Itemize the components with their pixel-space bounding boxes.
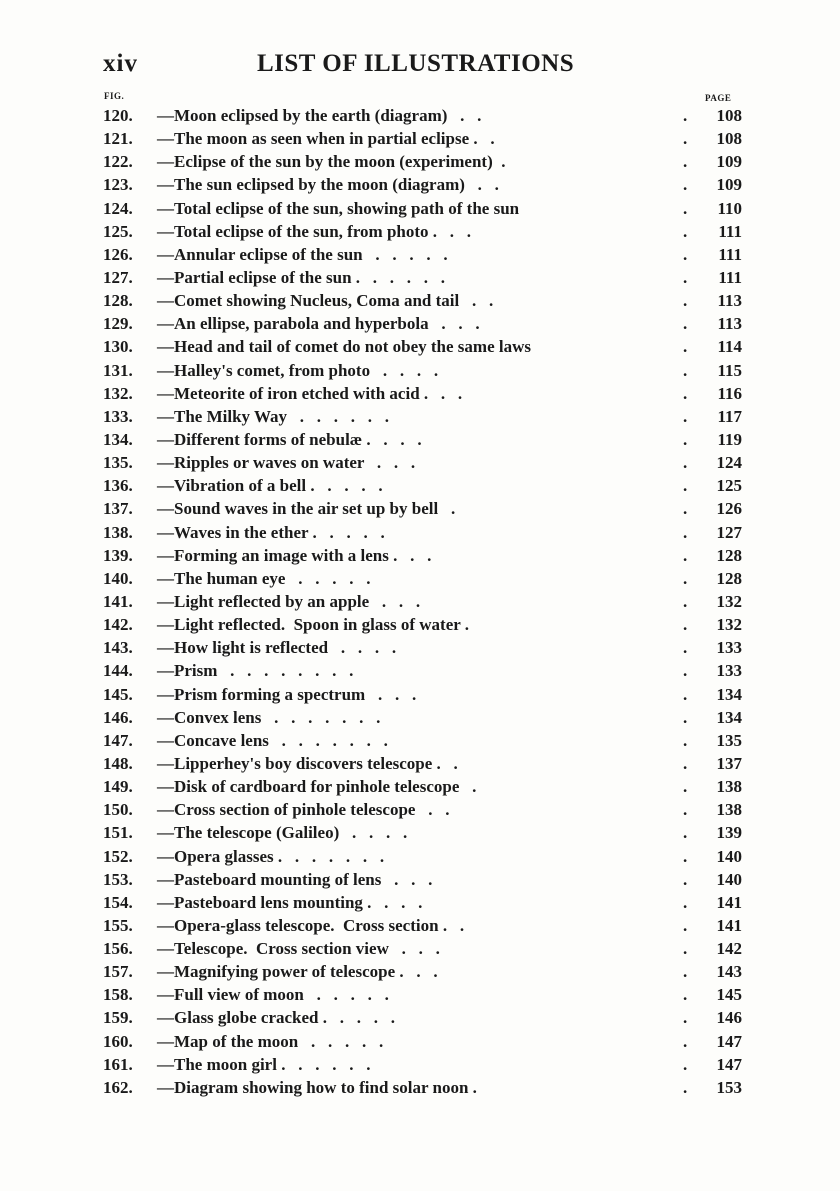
figure-caption: —Diagram showing how to find solar noon . bbox=[157, 1077, 477, 1097]
leader-dot: . bbox=[683, 707, 688, 727]
page-reference: 111 bbox=[718, 267, 742, 287]
figure-number: 146. bbox=[103, 707, 133, 727]
page-reference: 145 bbox=[716, 985, 742, 1005]
list-item bbox=[103, 845, 743, 868]
figure-caption: —The moon girl . . . . . . bbox=[157, 1054, 371, 1074]
page-title: LIST OF ILLUSTRATIONS bbox=[257, 50, 575, 77]
page-column-label: PAGE bbox=[705, 93, 732, 103]
leader-dot: . bbox=[683, 1054, 688, 1074]
leader-dot: . bbox=[683, 244, 688, 264]
page-reference: 109 bbox=[716, 175, 742, 195]
figure-caption: —Comet showing Nucleus, Coma and tail . . bbox=[157, 291, 494, 311]
figure-caption: —Forming an image with a lens . . . bbox=[157, 545, 432, 565]
leader-dot: . bbox=[683, 1008, 688, 1028]
figure-number: 141. bbox=[103, 591, 133, 611]
figure-caption: —Prism forming a spectrum . . . bbox=[157, 684, 417, 704]
page-reference: 146 bbox=[716, 1008, 742, 1028]
list-item bbox=[103, 775, 743, 798]
figure-number: 161. bbox=[103, 1054, 133, 1074]
page-reference: 113 bbox=[717, 314, 742, 334]
figure-number: 124. bbox=[103, 198, 133, 218]
list-item bbox=[103, 1076, 743, 1099]
figure-number: 160. bbox=[103, 1031, 133, 1051]
list-item bbox=[103, 868, 743, 891]
leader-dot: . bbox=[683, 406, 688, 426]
list-item bbox=[103, 613, 743, 636]
list-item bbox=[103, 359, 743, 382]
page-reference: 134 bbox=[716, 707, 742, 727]
leader-dot: . bbox=[683, 360, 688, 380]
figure-caption: —Annular eclipse of the sun . . . . . bbox=[157, 244, 448, 264]
figure-caption: —Disk of cardboard for pinhole telescope . bbox=[157, 777, 477, 797]
illustration-list bbox=[103, 104, 743, 1099]
figure-caption: —Eclipse of the sun by the moon (experiment) . bbox=[157, 152, 506, 172]
leader-dot: . bbox=[683, 337, 688, 357]
figure-number: 154. bbox=[103, 892, 133, 912]
list-item bbox=[103, 405, 743, 428]
list-item bbox=[103, 752, 743, 775]
list-item bbox=[103, 243, 743, 266]
page-reference: 113 bbox=[717, 291, 742, 311]
leader-dot: . bbox=[683, 730, 688, 750]
figure-number: 126. bbox=[103, 244, 133, 264]
leader-dot: . bbox=[683, 985, 688, 1005]
list-item bbox=[103, 220, 743, 243]
figure-number: 139. bbox=[103, 545, 133, 565]
figure-number: 135. bbox=[103, 453, 133, 473]
list-item bbox=[103, 197, 743, 220]
leader-dot: . bbox=[683, 1031, 688, 1051]
page-reference: 147 bbox=[716, 1054, 742, 1074]
leader-dot: . bbox=[683, 915, 688, 935]
list-item bbox=[103, 382, 743, 405]
page-reference: 126 bbox=[716, 499, 742, 519]
leader-dot: . bbox=[683, 198, 688, 218]
list-item bbox=[103, 729, 743, 752]
figure-caption: —Lipperhey's boy discovers telescope . . bbox=[157, 753, 458, 773]
page-reference: 138 bbox=[716, 800, 742, 820]
page-reference: 108 bbox=[716, 106, 742, 125]
list-item bbox=[103, 474, 743, 497]
page-reference: 114 bbox=[717, 337, 742, 357]
figure-number: 140. bbox=[103, 568, 133, 588]
page-reference: 128 bbox=[716, 545, 742, 565]
figure-number: 130. bbox=[103, 337, 133, 357]
leader-dot: . bbox=[683, 661, 688, 681]
figure-caption: —How light is reflected . . . . bbox=[157, 638, 397, 658]
figure-number: 129. bbox=[103, 314, 133, 334]
figure-number: 127. bbox=[103, 267, 133, 287]
figure-number: 122. bbox=[103, 152, 133, 172]
figure-caption: —Map of the moon . . . . . bbox=[157, 1031, 384, 1051]
page-reference: 111 bbox=[718, 244, 742, 264]
figure-caption: —Concave lens . . . . . . . bbox=[157, 730, 388, 750]
page-reference: 147 bbox=[716, 1031, 742, 1051]
figure-caption: —Ripples or waves on water . . . bbox=[157, 453, 416, 473]
figure-number: 162. bbox=[103, 1077, 133, 1097]
figure-caption: —Halley's comet, from photo . . . . bbox=[157, 360, 439, 380]
figure-caption: —The moon as seen when in partial eclipse . . bbox=[157, 129, 495, 149]
figure-caption: —The human eye . . . . . bbox=[157, 568, 371, 588]
figure-number: 132. bbox=[103, 383, 133, 403]
page-reference: 133 bbox=[716, 638, 742, 658]
leader-dot: . bbox=[683, 175, 688, 195]
figure-number: 125. bbox=[103, 221, 133, 241]
page-reference: 153 bbox=[716, 1077, 742, 1097]
figure-caption: —Opera-glass telescope. Cross section . . bbox=[157, 915, 465, 935]
figure-caption: —Light reflected. Spoon in glass of water . bbox=[157, 615, 469, 635]
leader-dot: . bbox=[683, 753, 688, 773]
page-reference: 140 bbox=[716, 846, 742, 866]
list-item bbox=[103, 497, 743, 520]
figure-caption: —Pasteboard mounting of lens . . . bbox=[157, 869, 433, 889]
page-reference: 134 bbox=[716, 684, 742, 704]
leader-dot: . bbox=[683, 129, 688, 149]
page-reference: 132 bbox=[716, 591, 742, 611]
figure-caption: —Cross section of pinhole telescope . . bbox=[157, 800, 450, 820]
page-reference: 128 bbox=[716, 568, 742, 588]
page-header bbox=[103, 50, 743, 84]
figure-number: 150. bbox=[103, 800, 133, 820]
list-item bbox=[103, 1006, 743, 1029]
figure-number: 120. bbox=[103, 106, 133, 125]
leader-dot: . bbox=[683, 892, 688, 912]
page-reference: 111 bbox=[718, 221, 742, 241]
page-reference: 132 bbox=[716, 615, 742, 635]
figure-caption: —Partial eclipse of the sun . . . . . . bbox=[157, 267, 446, 287]
figure-caption: —Vibration of a bell . . . . . bbox=[157, 476, 383, 496]
leader-dot: . bbox=[683, 476, 688, 496]
list-item bbox=[103, 127, 743, 150]
page-reference: 143 bbox=[716, 962, 742, 982]
list-item bbox=[103, 960, 743, 983]
page-reference: 139 bbox=[716, 823, 742, 843]
list-item bbox=[103, 312, 743, 335]
figure-number: 143. bbox=[103, 638, 133, 658]
list-item bbox=[103, 544, 743, 567]
leader-dot: . bbox=[683, 869, 688, 889]
figure-caption: —Waves in the ether . . . . . bbox=[157, 522, 385, 542]
page-reference: 140 bbox=[716, 869, 742, 889]
leader-dot: . bbox=[683, 221, 688, 241]
figure-number: 157. bbox=[103, 962, 133, 982]
figure-caption: —The Milky Way . . . . . . bbox=[157, 406, 390, 426]
page-reference: 137 bbox=[716, 753, 742, 773]
figure-caption: —Total eclipse of the sun, from photo . . . bbox=[157, 221, 472, 241]
figure-number: 155. bbox=[103, 915, 133, 935]
figure-number: 149. bbox=[103, 777, 133, 797]
figure-caption: —The sun eclipsed by the moon (diagram) . . bbox=[157, 175, 499, 195]
figure-number: 133. bbox=[103, 406, 133, 426]
figure-number: 137. bbox=[103, 499, 133, 519]
figure-number: 142. bbox=[103, 615, 133, 635]
figure-caption: —Telescope. Cross section view . . . bbox=[157, 939, 440, 959]
leader-dot: . bbox=[683, 106, 688, 125]
leader-dot: . bbox=[683, 823, 688, 843]
list-item bbox=[103, 266, 743, 289]
figure-number: 147. bbox=[103, 730, 133, 750]
fig-column-label: FIG. bbox=[104, 91, 125, 101]
figure-number: 136. bbox=[103, 476, 133, 496]
page-reference: 141 bbox=[716, 915, 742, 935]
leader-dot: . bbox=[683, 684, 688, 704]
page-reference: 138 bbox=[716, 777, 742, 797]
list-item bbox=[103, 1030, 743, 1053]
leader-dot: . bbox=[683, 429, 688, 449]
list-item bbox=[103, 521, 743, 544]
figure-caption: —Convex lens . . . . . . . bbox=[157, 707, 381, 727]
page-reference: 119 bbox=[717, 429, 742, 449]
leader-dot: . bbox=[683, 638, 688, 658]
page-reference: 124 bbox=[716, 453, 742, 473]
list-item bbox=[103, 914, 743, 937]
figure-number: 152. bbox=[103, 846, 133, 866]
figure-caption: —Full view of moon . . . . . bbox=[157, 985, 389, 1005]
figure-caption: —Light reflected by an apple . . . bbox=[157, 591, 421, 611]
figure-number: 145. bbox=[103, 684, 133, 704]
leader-dot: . bbox=[683, 383, 688, 403]
page-reference: 135 bbox=[716, 730, 742, 750]
leader-dot: . bbox=[683, 1077, 688, 1097]
list-item bbox=[103, 1053, 743, 1076]
figure-number: 148. bbox=[103, 753, 133, 773]
page-reference: 133 bbox=[716, 661, 742, 681]
figure-number: 156. bbox=[103, 939, 133, 959]
page-number: xiv bbox=[103, 50, 138, 77]
figure-caption: —Pasteboard lens mounting . . . . bbox=[157, 892, 423, 912]
leader-dot: . bbox=[683, 453, 688, 473]
figure-caption: —Magnifying power of telescope . . . bbox=[157, 962, 438, 982]
list-item bbox=[103, 104, 743, 127]
leader-dot: . bbox=[683, 267, 688, 287]
figure-caption: —Sound waves in the air set up by bell . bbox=[157, 499, 456, 519]
figure-number: 151. bbox=[103, 823, 133, 843]
figure-number: 159. bbox=[103, 1008, 133, 1028]
leader-dot: . bbox=[683, 545, 688, 565]
figure-caption: —The telescope (Galileo) . . . . bbox=[157, 823, 408, 843]
leader-dot: . bbox=[683, 522, 688, 542]
figure-caption: —Different forms of nebulæ . . . . bbox=[157, 429, 422, 449]
figure-number: 138. bbox=[103, 522, 133, 542]
leader-dot: . bbox=[683, 499, 688, 519]
figure-caption: —Head and tail of comet do not obey the same laws bbox=[157, 337, 531, 357]
leader-dot: . bbox=[683, 962, 688, 982]
leader-dot: . bbox=[683, 591, 688, 611]
list-item bbox=[103, 428, 743, 451]
page-reference: 116 bbox=[717, 383, 742, 403]
list-item bbox=[103, 173, 743, 196]
leader-dot: . bbox=[683, 568, 688, 588]
page-reference: 117 bbox=[717, 406, 742, 426]
page-reference: 127 bbox=[716, 522, 742, 542]
list-item bbox=[103, 150, 743, 173]
figure-number: 153. bbox=[103, 869, 133, 889]
page-reference: 110 bbox=[717, 198, 742, 218]
figure-caption: —Glass globe cracked . . . . . bbox=[157, 1008, 395, 1028]
page-reference: 142 bbox=[716, 939, 742, 959]
figure-caption: —Prism . . . . . . . . bbox=[157, 661, 354, 681]
list-item bbox=[103, 659, 743, 682]
figure-caption: —An ellipse, parabola and hyperbola . . . bbox=[157, 314, 480, 334]
list-item bbox=[103, 590, 743, 613]
list-item bbox=[103, 891, 743, 914]
list-item bbox=[103, 983, 743, 1006]
figure-number: 134. bbox=[103, 429, 133, 449]
figure-number: 123. bbox=[103, 175, 133, 195]
figure-number: 144. bbox=[103, 661, 133, 681]
list-item bbox=[103, 821, 743, 844]
figure-number: 121. bbox=[103, 129, 133, 149]
figure-caption: —Total eclipse of the sun, showing path of the sun bbox=[157, 198, 520, 218]
page-reference: 115 bbox=[717, 360, 742, 380]
list-item bbox=[103, 937, 743, 960]
leader-dot: . bbox=[683, 800, 688, 820]
leader-dot: . bbox=[683, 939, 688, 959]
figure-number: 158. bbox=[103, 985, 133, 1005]
figure-caption: —Meteorite of iron etched with acid . . . bbox=[157, 383, 463, 403]
list-item bbox=[103, 335, 743, 358]
list-item bbox=[103, 451, 743, 474]
figure-caption: —Moon eclipsed by the earth (diagram) . . bbox=[157, 106, 482, 125]
list-item bbox=[103, 683, 743, 706]
page-reference: 108 bbox=[716, 129, 742, 149]
figure-number: 128. bbox=[103, 291, 133, 311]
leader-dot: . bbox=[683, 615, 688, 635]
figure-number: 131. bbox=[103, 360, 133, 380]
list-item bbox=[103, 706, 743, 729]
list-item bbox=[103, 289, 743, 312]
leader-dot: . bbox=[683, 777, 688, 797]
page-reference: 125 bbox=[716, 476, 742, 496]
page-reference: 109 bbox=[716, 152, 742, 172]
leader-dot: . bbox=[683, 846, 688, 866]
page-reference: 141 bbox=[716, 892, 742, 912]
list-item bbox=[103, 636, 743, 659]
leader-dot: . bbox=[683, 152, 688, 172]
leader-dot: . bbox=[683, 314, 688, 334]
leader-dot: . bbox=[683, 291, 688, 311]
figure-caption: —Opera glasses . . . . . . . bbox=[157, 846, 385, 866]
list-item bbox=[103, 567, 743, 590]
list-item bbox=[103, 798, 743, 821]
